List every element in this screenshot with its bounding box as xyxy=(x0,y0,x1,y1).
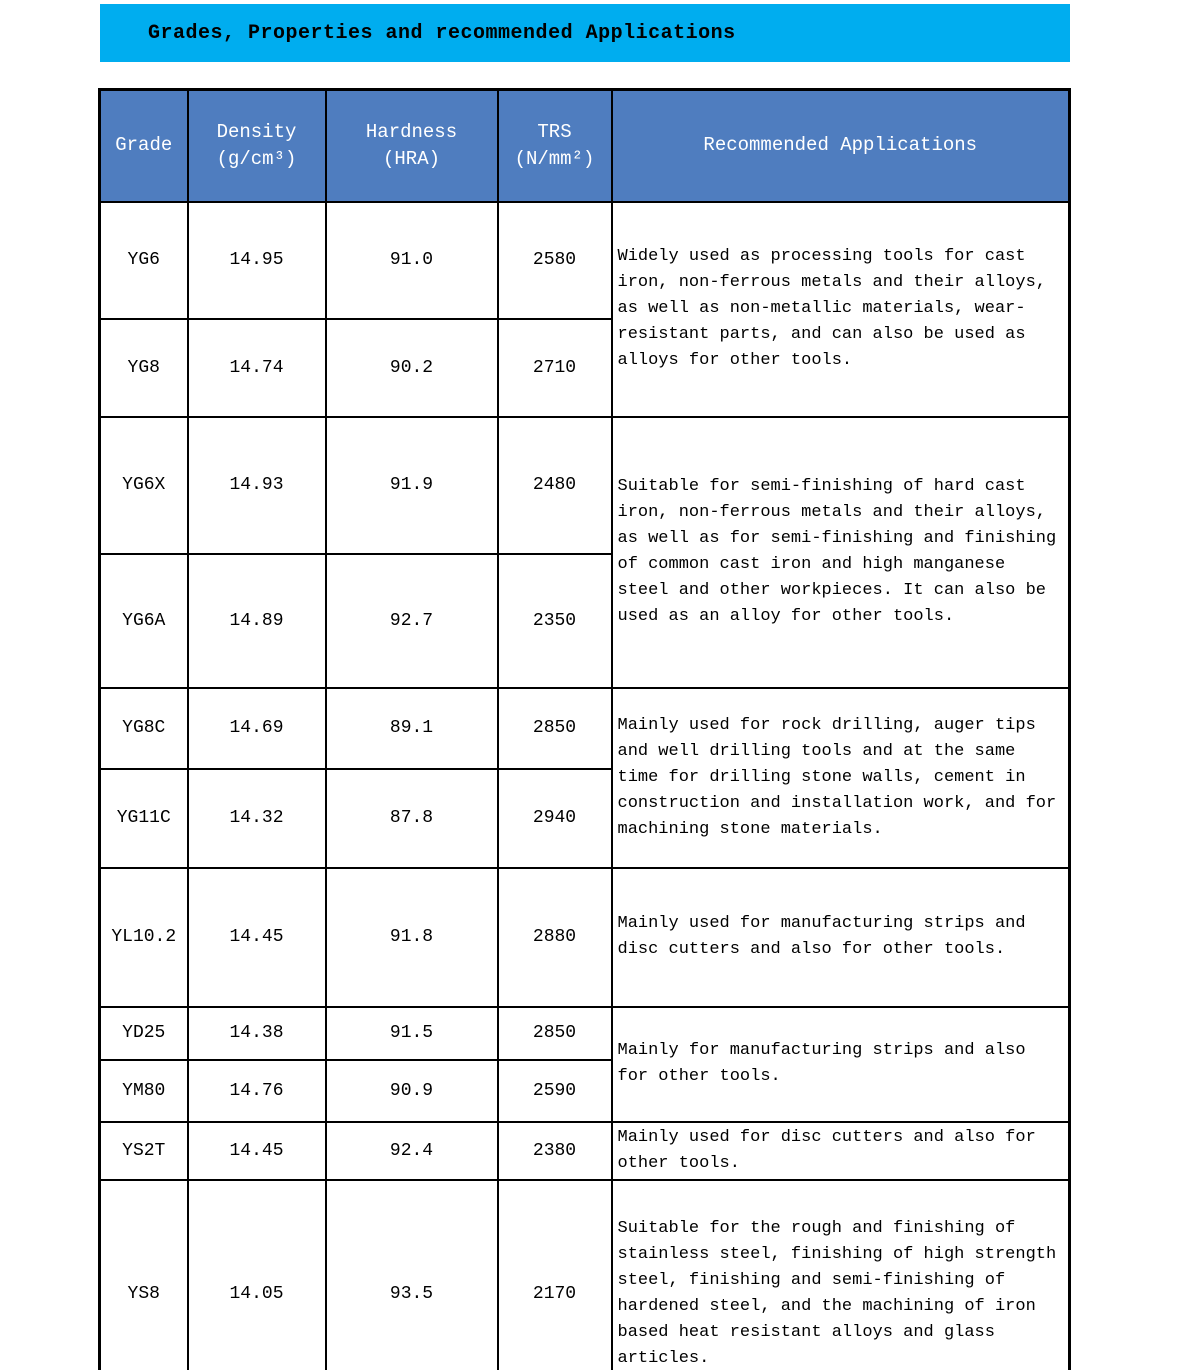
grade-cell: YD25 xyxy=(100,1007,188,1060)
trs-cell: 2710 xyxy=(498,319,612,417)
density-cell: 14.32 xyxy=(188,769,326,868)
trs-cell: 2170 xyxy=(498,1180,612,1370)
table-row xyxy=(100,1180,1070,1370)
hardness-cell: 93.5 xyxy=(326,1180,498,1370)
column-title: Recommended Applications xyxy=(703,134,978,157)
table-row xyxy=(100,202,1070,319)
trs-cell: 2580 xyxy=(498,202,612,319)
table-row xyxy=(100,1007,1070,1060)
column-header-grade xyxy=(100,90,188,202)
grade-cell: YS8 xyxy=(100,1180,188,1370)
trs-cell: 2940 xyxy=(498,769,612,868)
hardness-cell: 90.2 xyxy=(326,319,498,417)
hardness-cell: 92.4 xyxy=(326,1122,498,1180)
column-header-applications xyxy=(612,90,1070,202)
column-unit: (HRA) xyxy=(382,147,440,170)
column-title: TRS xyxy=(537,120,572,143)
table-row xyxy=(100,417,1070,554)
density-cell: 14.76 xyxy=(188,1060,326,1122)
trs-cell: 2380 xyxy=(498,1122,612,1180)
density-cell: 14.95 xyxy=(188,202,326,319)
application-cell: Widely used as processing tools for cast iron, non-ferrous metals and their alloys, as well as non-metallic materials, wear-resistant parts, and can also be used as alloys for other tools. xyxy=(612,202,1070,417)
grade-cell: YG6A xyxy=(100,554,188,688)
title-banner xyxy=(100,4,1070,62)
trs-cell: 2850 xyxy=(498,1007,612,1060)
column-title: Hardness xyxy=(365,120,458,143)
grades-properties-table xyxy=(98,88,1071,1370)
hardness-cell: 89.1 xyxy=(326,688,498,769)
density-cell: 14.45 xyxy=(188,868,326,1007)
trs-cell: 2590 xyxy=(498,1060,612,1122)
density-cell: 14.69 xyxy=(188,688,326,769)
table-row xyxy=(100,1122,1070,1180)
grade-cell: YG11C xyxy=(100,769,188,868)
application-cell: Suitable for semi-finishing of hard cast iron, non-ferrous metals and their alloys, as well as for semi-finishing and finishing of common cast iron and high manganese steel and other workpieces. It can also be used as an alloy for other tools. xyxy=(612,417,1070,688)
column-header-hardness xyxy=(326,90,498,202)
application-cell: Suitable for the rough and finishing of stainless steel, finishing of high strength steel, finishing and semi-finishing of hardened steel, and the machining of iron based heat resistant alloys and glass articles. xyxy=(612,1180,1070,1370)
grade-cell: YG8 xyxy=(100,319,188,417)
table-header-row xyxy=(100,90,1070,202)
column-unit: (N/mm²) xyxy=(514,147,595,170)
grade-cell: YG6X xyxy=(100,417,188,554)
hardness-cell: 91.8 xyxy=(326,868,498,1007)
table-row xyxy=(100,688,1070,769)
table-row xyxy=(100,868,1070,1007)
column-unit: (g/cm³) xyxy=(216,147,297,170)
density-cell: 14.89 xyxy=(188,554,326,688)
density-cell: 14.38 xyxy=(188,1007,326,1060)
page-title: Grades, Properties and recommended Applications xyxy=(148,21,736,45)
density-cell: 14.05 xyxy=(188,1180,326,1370)
application-cell: Mainly used for rock drilling, auger tips and well drilling tools and at the same time for drilling stone walls, cement in construction and installation work, and for machining stone materials. xyxy=(612,688,1070,868)
hardness-cell: 91.0 xyxy=(326,202,498,319)
density-cell: 14.45 xyxy=(188,1122,326,1180)
hardness-cell: 87.8 xyxy=(326,769,498,868)
trs-cell: 2850 xyxy=(498,688,612,769)
density-cell: 14.74 xyxy=(188,319,326,417)
column-title: Density xyxy=(216,120,297,143)
hardness-cell: 91.9 xyxy=(326,417,498,554)
grade-cell: YM80 xyxy=(100,1060,188,1122)
trs-cell: 2350 xyxy=(498,554,612,688)
application-cell: Mainly for manufacturing strips and also for other tools. xyxy=(612,1007,1070,1122)
hardness-cell: 91.5 xyxy=(326,1007,498,1060)
application-cell: Mainly used for disc cutters and also for other tools. xyxy=(612,1122,1070,1180)
density-cell: 14.93 xyxy=(188,417,326,554)
trs-cell: 2480 xyxy=(498,417,612,554)
grade-cell: YL10.2 xyxy=(100,868,188,1007)
trs-cell: 2880 xyxy=(498,868,612,1007)
hardness-cell: 90.9 xyxy=(326,1060,498,1122)
grade-cell: YG6 xyxy=(100,202,188,319)
grade-cell: YG8C xyxy=(100,688,188,769)
column-header-density xyxy=(188,90,326,202)
application-cell: Mainly used for manufacturing strips and disc cutters and also for other tools. xyxy=(612,868,1070,1007)
hardness-cell: 92.7 xyxy=(326,554,498,688)
grade-cell: YS2T xyxy=(100,1122,188,1180)
column-header-trs xyxy=(498,90,612,202)
column-title: Grade xyxy=(115,134,173,157)
